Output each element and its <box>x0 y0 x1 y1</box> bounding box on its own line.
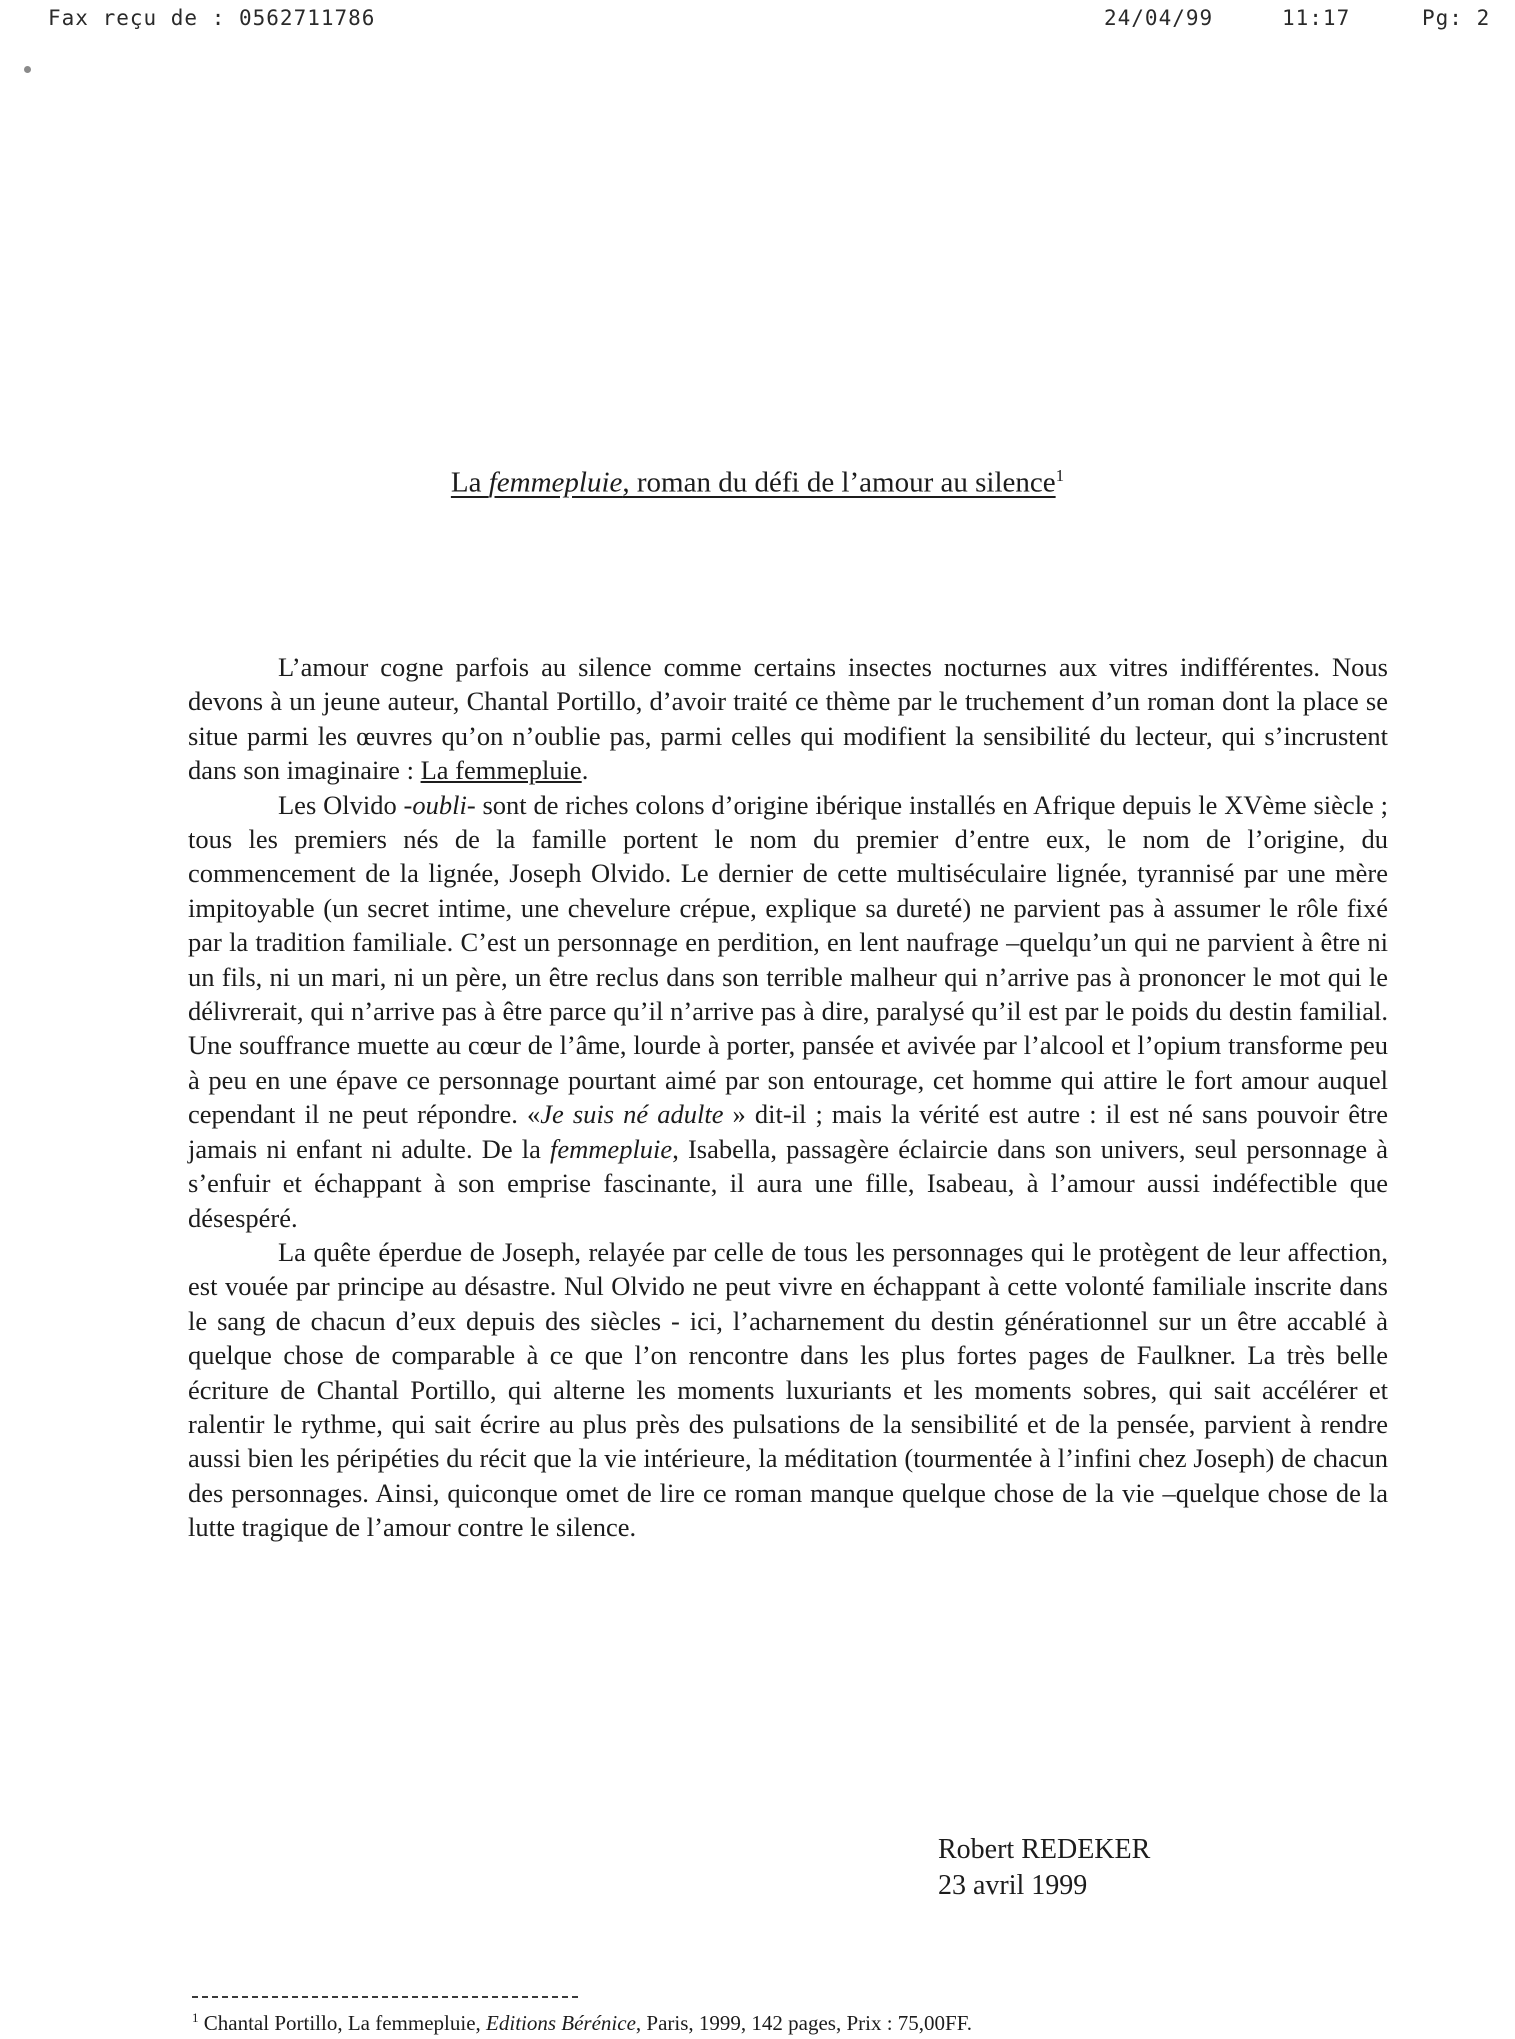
title-prefix: La <box>450 466 489 499</box>
fax-sender: Fax reçu de : 0562711786 <box>48 6 376 30</box>
p1-end: . <box>581 755 589 786</box>
p1-text: L’amour cogne parfois au silence comme certains insectes nocturnes aux vitres indifférentes. Nous devons à un jeune auteur, Chantal Portillo, d’avoir traité ce thème par le truchement d’un roman dont la place se situe parmi les œuvres qu’on n’oublie pas, parmi celles qui modifient la sensibilité du lecteur, qui s’incrustent dans son imaginaire : <box>188 652 1388 786</box>
footnote <box>192 2010 972 2036</box>
footnote-publisher: Editions Bérénice <box>486 2011 636 2035</box>
footnote-b: , Paris, 1999, 142 pages, Prix : 75,00FF. <box>635 2011 972 2035</box>
title-book: femmepluie <box>488 466 623 499</box>
p2-b: sont de riches colons d’origine ibérique installés en Afrique depuis le XVème siècle ; tous les premiers nés de la famille portent le nom du premier d’entre eux, le nom de l’origine, du commencement de la lignée, Joseph Olvido. Le dernier de cette multiséculaire lignée, tyrannisé par une mère impitoyable (un secret intime, une chevelure crépue, explique sa dureté) ne parvient pas à assumer le rôle fixé par la tradition familiale. C’est un personnage en perdition, en lent naufrage –quelqu’un qui ne parvient à être ni un fils, ni un mari, ni un père, un être reclus dans son terrible malheur qui n’arrive pas à prononcer le mot qui le délivrerait, qui n’arrive pas à être parce qu’il n’arrive pas à dire, paralysé qu’il est par le poids du destin familial. Une souffrance muette au cœur de l’âme, lourde à porter, pansée et avivée par l’alcool et l’opium transforme peu à peu en une épave ce personnage pourtant aimé par son entourage, cet homme qui attire le fort amour auquel cependant il ne peut répondre. « <box>188 789 1388 1130</box>
fax-time: 11:17 <box>1282 6 1351 30</box>
paragraph-1 <box>188 650 1388 788</box>
p2-em: -oubli- <box>403 789 476 820</box>
p2-book: femmepluie <box>550 1133 673 1164</box>
fax-date: 24/04/99 <box>1104 6 1214 30</box>
article-title <box>0 466 1515 500</box>
fax-page-number: Pg: 2 <box>1422 6 1491 30</box>
p2-a: Les Olvido <box>278 789 404 820</box>
p3-text: La quête éperdue de Joseph, relayée par celle de tous les personnages qui le protègent de leur affection, est vouée par principe au désastre. Nul Olvido ne peut vivre en échappant à cette volonté familiale inscrite dans le sang de chacun d’eux depuis des siècles - ici, l’acharnement du destin générationnel sur un être accablé à quelque chose de comparable à ce que l’on rencontre dans les plus fortes pages de Faulkner. La très belle écriture de Chantal Portillo, qui alterne les moments luxuriants et les moments sobres, qui sait accélérer et ralentir le rythme, qui sait écrire au plus près des pulsations de la sensibilité et de la pensée, parvient à rendre aussi bien les péripéties du récit que la vie intérieure, la méditation (tourmentée à l’infini chez Joseph) de chacun des personnages. Ainsi, quiconque omet de lire ce roman manque quelque chose de la vie –quelque chose de la lutte tragique de l’amour contre le silence. <box>188 1236 1388 1543</box>
footnote-mark: 1 <box>192 2010 199 2025</box>
author-name: Robert REDEKER <box>938 1834 1151 1865</box>
p2-d: , Isabella, passagère éclaircie dans son univers, seul personnage à s’enfuir et échappant à son emprise fascinante, il aura une fille, Isabeau, à l’amour aussi indéfectible que désespéré. <box>188 1133 1389 1233</box>
signature-date: 23 avril 1999 <box>938 1870 1088 1901</box>
p2-quote: Je suis né adulte <box>540 1099 724 1130</box>
footnote-divider <box>192 1996 578 1998</box>
p2-c: » dit-il ; mais la vérité est autre : il est né sans pouvoir être jamais ni enfant ni adulte. De la <box>188 1099 1388 1164</box>
p1-book-title: La femmepluie <box>420 755 582 786</box>
article-body <box>188 650 1388 1545</box>
signature-block <box>938 1832 1150 1904</box>
title-note-mark: 1 <box>1055 466 1065 485</box>
footnote-a: Chantal Portillo, La femmepluie, <box>198 2011 487 2035</box>
fax-header <box>0 6 1515 36</box>
title-rest: , roman du défi de l’amour au silence <box>622 466 1056 499</box>
paragraph-2 <box>188 788 1388 1235</box>
paragraph-3 <box>188 1235 1388 1545</box>
scan-speck <box>24 66 31 73</box>
title-text <box>451 467 1056 499</box>
